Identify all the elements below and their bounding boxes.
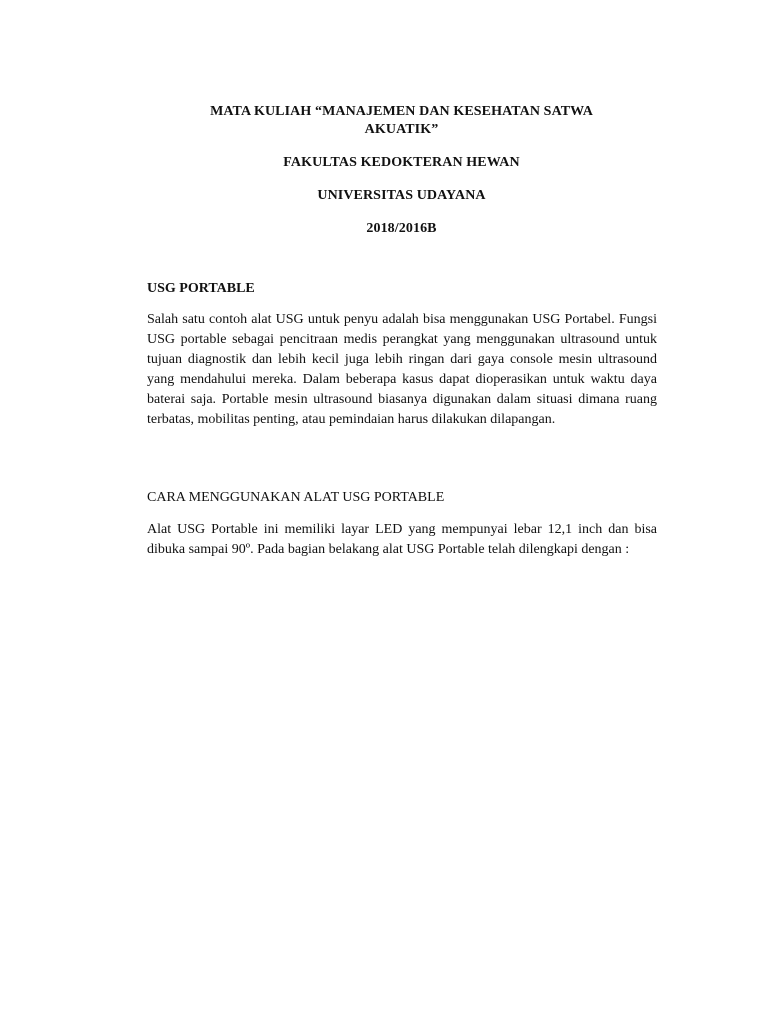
faculty-name: FAKULTAS KEDOKTERAN HEWAN xyxy=(283,155,520,170)
paragraph-usg-portable: Salah satu contoh alat USG untuk penyu adalah bisa menggunakan USG Portabel. Fungsi USG portable sebagai pencitraan medis perangkat yang menggunakan ultrasound untuk tujuan diagnostik dan lebih kecil juga lebih ringan dari gaya console mesin ultrasound yang mendahului mereka. Dalam beberapa kasus dapat dioperasikan untuk waktu daya baterai saja. Portable mesin ultrasound biasanya digunakan dalam situasi dimana ruang terbatas, mobilitas penting, atau pemindaian harus dilakukan dilapangan. xyxy=(147,312,657,427)
section-title-cara-menggunakan: CARA MENGGUNAKAN ALAT USG PORTABLE xyxy=(147,490,445,505)
course-title: MATA KULIAH “MANAJEMEN DAN KESEHATAN SATWA AKUATIK” xyxy=(210,104,593,137)
paragraph-cara-menggunakan: Alat USG Portable ini memiliki layar LED yang mempunyai lebar 12,1 inch dan bisa dibuka sampai 90º. Pada bagian belakang alat USG Portable telah dilengkapi dengan : xyxy=(147,522,657,557)
university-name: UNIVERSITAS UDAYANA xyxy=(317,188,486,203)
class-code: 2018/2016B xyxy=(366,221,437,236)
section-title-usg-portable: USG PORTABLE xyxy=(147,281,255,296)
